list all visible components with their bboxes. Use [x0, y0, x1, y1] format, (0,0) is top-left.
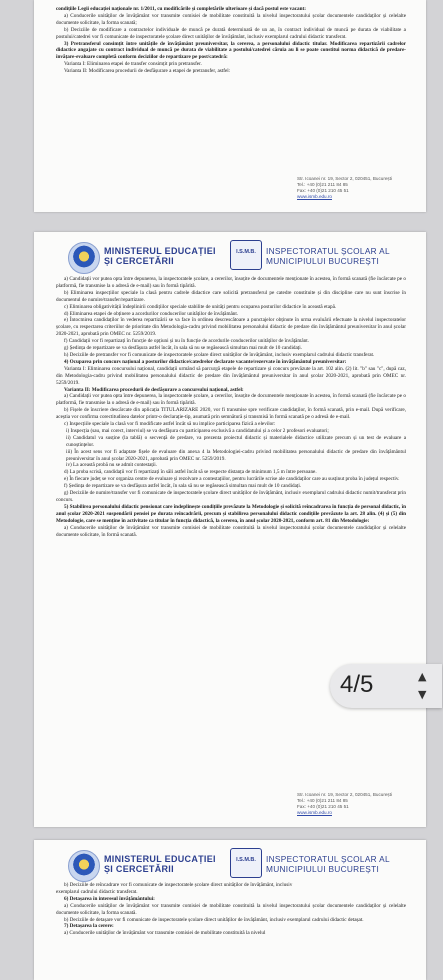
paragraph: i) Inspecția (sau, mai corect, interviul) se va desfășura cu participarea exclusivă a candidatului și a celor 2 profesori evaluatori; [66, 427, 329, 434]
page-body [34, 274, 426, 538]
paragraph: Varianta II: Modificarea procedurii de desfășurare a etapei de pretransfer, astfel: [64, 68, 231, 75]
inspectorate-line1: INSPECTORATUL ȘCOLAR AL [266, 854, 390, 864]
paragraph: g) Deciziile de numire/transfer vor fi comunicate de inspectoratele școlare direct unităților de învățământ, inclusiv exemplarul cadrului didactic numit/transferat prin concurs. [56, 490, 406, 503]
address-street: Str. Icoanei nr. 19, Sector 2, 020451, București [297, 176, 392, 181]
paragraph: a) Conducerile unităților de învățământ vor transmite comisiei de mobilitate constituită la nivelul inspectoratului școlar documentele candidaților și celelalte documente solicitate, la forma scanată. [56, 902, 406, 916]
paragraph: a) Conducerile unităților de învățământ vor transmite comisiei de mobilitate constituită la nivelul inspectoratului școlar documentele candidaților și celelalte documente solicitate, în formă scanată. [56, 524, 406, 538]
ministry-line1: MINISTERUL EDUCAȚIEI [104, 854, 216, 864]
paragraph: ii) Candidatul va susține (la tablă) o secvență de predare, va prezenta proiectul didactic și materialele didactice utilizate precum și un test de evaluare a cunoștințelor. [66, 434, 406, 448]
address-block [297, 176, 392, 200]
paragraph: b) Deciziile de reîncadrare vor fi comunicate de inspectoratele școlare direct unităților de învățământ, inclusiv [64, 882, 293, 888]
paragraph: g) Ședința de repartizare se va desfășura astfel încât, în sala să nu se regăsească simultan mai mult de 10 candidați. [64, 345, 302, 352]
paragraph: a) Candidații vor putea opta între depunerea, la inspectoratele școlare, a cererilor, însoțite de documentele menționate în acestea, în formă scanată (fie încărcate pe o platformă, fie transmise la o adresă de e-mail) sau în formă tipărită. [56, 393, 406, 407]
address-street: Str. Icoanei nr. 19, Sector 2, 020451, București [297, 792, 392, 797]
inspectorate-line2: MUNICIPIULUI BUCUREȘTI [266, 864, 380, 874]
address-fax: Fax: +40 (0)21 210 45 51 [297, 804, 349, 809]
paragraph: 6) Detașarea în interesul învățământului: [64, 895, 155, 902]
address-url[interactable]: www.ismb.edu.ro [297, 194, 332, 199]
letterhead [48, 232, 412, 274]
page-body [34, 0, 426, 75]
paragraph: 7) Detașarea la cerere: [64, 923, 114, 930]
ministry-line2: ȘI CERCETĂRII [104, 864, 174, 874]
ministry-name [104, 854, 216, 874]
inspectorate-name [266, 854, 390, 874]
chevron-up-icon[interactable]: ▲ [418, 670, 427, 683]
paragraph: d) La proba scrisă, candidații vor fi repartizați în săli astfel încât să se respecte distanța de minimum 1,5 m între persoane. [64, 469, 317, 476]
paragraph: iii) În acest sens vor fi adaptate fișele de evaluare din anexa 4 la Metodologiei-cadru privind mobilitatea personalului didactic de predare din învățământul preuniversitar în anul școlar 2020-2021, aprobată prin OMEC nr. 5259/2019. [66, 448, 406, 462]
paragraph: f) Candidații vor fi repartizați în funcție de opțiuni și nu în funcție de acordurile conducerilor unităților de învățământ. [64, 338, 310, 345]
paragraph: iv) La această probă nu se admit contestații. [66, 462, 158, 469]
inspectorate-name [266, 246, 390, 266]
paragraph: d) Eliminarea etapei de obținere a acordurilor conducerilor unităților de învățământ. [64, 310, 239, 317]
page-indicator[interactable] [330, 664, 442, 708]
romania-coat-of-arms-icon [68, 850, 100, 882]
paragraph: Varianta I: Eliminarea etapei de transfer consimțit prin pretransfer. [64, 61, 202, 68]
ministry-line2: ȘI CERCETĂRII [104, 256, 174, 266]
ismb-logo-text: I.S.M.B. [236, 249, 256, 255]
ismb-logo-text: I.S.M.B. [236, 857, 256, 863]
address-url[interactable]: www.ismb.edu.ro [297, 810, 332, 815]
paragraph: b) Deciziile de modificare a contractelor individuale de muncă pe durată determinată de un an, în contract individual de muncă pe durata de viabilitate a postului/catedrei vor fi comunicate de inspectoratele școlare direct unităților de învățământ, inclusiv exemplarul cadrului didactic transferat. [56, 26, 406, 40]
paragraph: b) Deciziile de detașare vor fi comunicate de inspectoratele școlare direct unităților de învățământ, inclusiv exemplarul cadrului didactic detașat. [64, 916, 364, 923]
address-tel: Tel.: +40 (0)21 211 84 85 [297, 798, 348, 803]
paragraph: c) Eliminarea obligativității îndeplinirii condițiilor speciale stabilite de unități pentru ocuparea posturilor didactice în această etapă. [64, 303, 337, 310]
paragraph: b) Fișele de înscriere descărcate din aplicația TITULARIZARE 2020, vor fi transmise spre verificare candidaților, în formă scanată, prin e-mail. După verificare, aceștia vor confirma corectitudinea datelor printr-o declarație-tip, asumată prin semnătură și transmisă în formă scanată pe o adresă de e-mail. [56, 407, 406, 421]
paragraph: a) Conducerile unităților de învățământ vor transmite comisiei de mobilitate constituită la nivelul [64, 930, 266, 937]
paragraph: e) Întocmirea candidaților în vederea repartizării se va face în ordinea descrescătoare a punctajelor obținute în urma evaluării efectuate la nivelul inspectoratelor școlare, cu respectarea criteriilor de prioritate din Metodologia-cadru privind mobilitatea personalului didactic de predare din învățământul preuniversitar în anul școlar 2020-2021, aprobată prin OMEC nr. 5259/2019. [56, 317, 406, 338]
address-tel: Tel.: +40 (0)21 211 84 85 [297, 182, 348, 187]
page-body [34, 882, 426, 937]
page-lines [56, 889, 406, 937]
inspectorate-line1: INSPECTORATUL ȘCOLAR AL [266, 246, 390, 256]
address-fax: Fax: +40 (0)21 210 45 51 [297, 188, 349, 193]
address-block [297, 792, 392, 816]
paragraph: c) Inspecțiile speciale la clasă vor fi modificate astfel încât să nu implice participarea fizică a elevilor: [64, 421, 276, 428]
paragraph: b) Eliminarea inspecțiilor speciale la clasă pentru cadrele didactice care solicită pretransferul pe catedre constituite și din discipline care nu sunt înscrise în documentul de numire/transfer/repartizare. [56, 289, 406, 303]
document-page-5 [34, 840, 426, 980]
ministry-line1: MINISTERUL EDUCAȚIEI [104, 246, 216, 256]
paragraph: 4) Ocuparea prin concurs național a posturilor didactice/catedrelor declarate vacante/rezervate în învățământul preuniversitar: [64, 358, 347, 365]
paragraph: e) În fiecare județ se vor organiza centre de evaluare și rezolvare a contestațiilor, pentru lucrările scrise ale candidaților care au susținut proba în județul respectiv. [64, 476, 400, 483]
document-page-4 [34, 232, 426, 827]
paragraph: Varianta II: Modificarea procedurii de desfășurare a concursului național, astfel: [64, 386, 244, 393]
page-indicator-text: 4/5 [340, 671, 374, 698]
paragraph: 5) Stabilirea personalului didactic pensionat care îndeplinește condițiile prevăzute la Metodologie și solicită reîncadrarea în funcția de personal didactic, în anul școlar 2020-2021 suspendării pensiei pe durata reîncadrării, precum și stabilirea personalului didactic condițiile prevăzute la art. 28 alin. (4) și (5) din Metodologie, care se menține în activitate ca titular în funcția didactică, la cererea, în anul școlar 2020-2021, conform art. 81 din Metodologie: [56, 503, 406, 524]
inspectorate-line2: MUNICIPIULUI BUCUREȘTI [266, 256, 380, 266]
chevron-down-icon[interactable]: ▼ [418, 688, 427, 701]
paragraph: 3) Pretransferul consimțit între unitățile de învățământ preuniversitar, la cererea, a personalului didactic titular. Modificarea repartizării cadrelor didactice angajate cu contract individual de muncă pe durata de viabilitate a postului/catedrei căruia au li se poate constitui norma didactică de predare-învățare-evaluare completă conform deciziilor de repartizare pe post/catedră: [56, 40, 406, 61]
paragraph: h) Deciziile de pretransfer vor fi comunicate de inspectoratele școlare direct unităților de învățământ, inclusiv exemplarul cadrului didactic transferat. [64, 351, 375, 358]
paragraph: condițiile Legii educației naționale nr. 1/2011, cu modificările și completările ulterioare și dacă postul este vacant: [56, 6, 306, 12]
ismb-logo [230, 848, 262, 878]
paragraph: Varianta I: Eliminarea concursului național, candidații urmând să parcurgă etapele de repartizare și concurs prevăzute la art. 102 alin. (2) lit. "b" sau "c", după caz, din Metodologia-cadru privind mobilitatea personalului didactic de predare din învățământul preuniversitar în anul școlar 2020-2021, aprobată prin OMEC nr. 5259/2019. [56, 365, 406, 386]
paragraph: f) Ședința de repartizare se va desfășura astfel încât, în sala să nu se regăsească simultan mai mult de 10 candidați. [64, 483, 302, 490]
romania-coat-of-arms-icon [68, 242, 100, 274]
paragraph: a) Conducerile unităților de învățământ vor transmite comisiei de mobilitate constituită la nivelul inspectoratului școlar documentele candidaților și celelalte documente solicitate, la forma scanată; [56, 12, 406, 26]
ismb-logo [230, 240, 262, 270]
paragraph: a) Candidații vor putea opta între depunerea, la inspectoratele școlare, a cererilor, însoțite de documentele menționate în acestea, în formă scanată (fie încărcate pe o platformă, fie transmise la o adresă de e-mail) sau în formă tipărită. [56, 276, 406, 289]
document-page-3 [34, 0, 426, 212]
paragraph: exemplarul cadrului didactic transferat. [56, 888, 138, 895]
letterhead [48, 840, 412, 882]
ministry-name [104, 246, 216, 266]
